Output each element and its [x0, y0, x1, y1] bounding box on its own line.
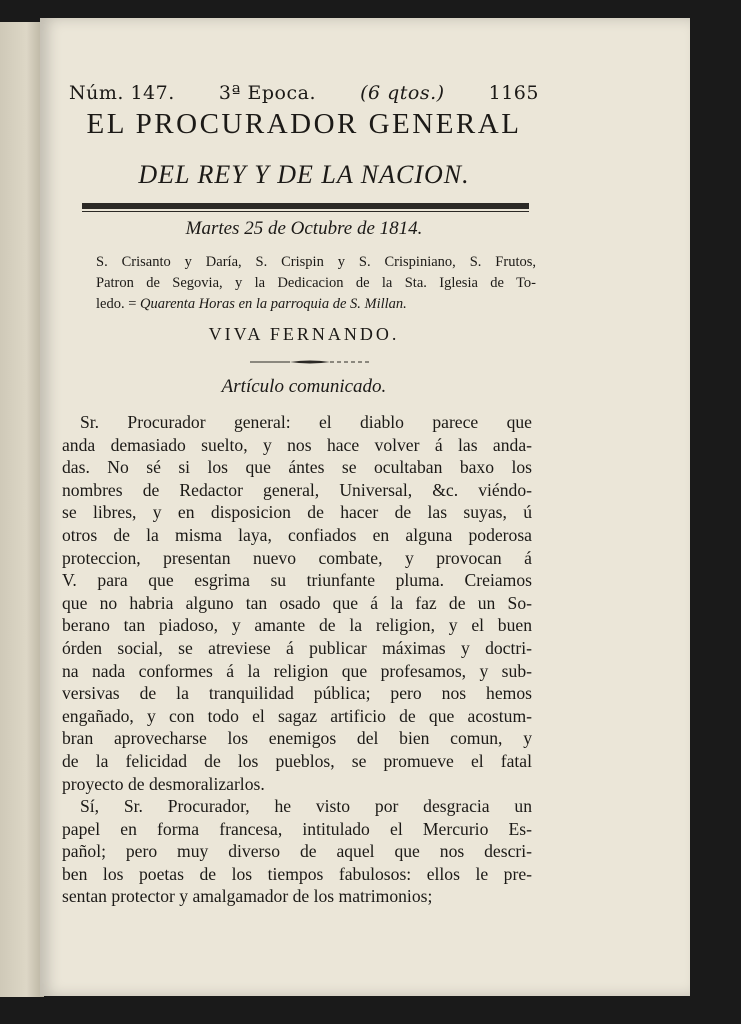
article-line: V. para que esgrima su triunfante pluma. Creiamos: [62, 570, 532, 591]
article-line: pañol; pero muy diverso de aquel que nos descri-: [62, 841, 532, 862]
article-line: proyecto de desmoralizarlos.: [62, 773, 265, 794]
article-line: de la felicidad de los pueblos, se promueve el fatal: [62, 750, 532, 771]
article-line: que no habria alguno tan osado que á la faz de un So-: [62, 592, 532, 613]
masthead-title: EL PROCURADOR GENERAL: [86, 108, 522, 140]
article-line: versivas de la tranquilidad pública; pero nos hemos: [62, 683, 532, 704]
saints-line-2: Patron de Segovia, y la Dedicacion de la Sta. Iglesia de To-: [96, 275, 536, 291]
article-line: anda demasiado suelto, y nos hace volver á las anda-: [62, 434, 532, 455]
forty-hours-note: Quarenta Horas en la parroquia de S. Millan.: [140, 296, 407, 312]
article-line: nombres de Redactor general, Universal, &c. viéndo-: [62, 479, 532, 500]
ornament-divider: [250, 358, 370, 366]
article-line: bran aprovecharse los enemigos del bien comun, y: [62, 728, 532, 749]
newspaper-page: [40, 18, 690, 996]
quartos-label: (6 qtos.): [360, 82, 445, 104]
article-line: na nada conformes á la religion que profesamos, y sub-: [62, 660, 532, 681]
saints-line-1: S. Crisanto y Daría, S. Crispin y S. Crispiniano, S. Frutos,: [96, 254, 536, 270]
facing-page-edge: [0, 22, 44, 997]
masthead-rule-thin: [82, 211, 529, 212]
masthead-subtitle: DEL REY Y DE LA NACION.: [138, 160, 470, 189]
saints-of-the-day: [96, 252, 536, 315]
saints-line-3-start: ledo. =: [96, 296, 141, 312]
issue-header: [69, 82, 539, 104]
article-line: se libres, y en disposicion de hacer de las suyas, ú: [62, 502, 532, 523]
article-line: engañado, y con todo el sagaz artificio de que acostum-: [62, 705, 532, 726]
issue-number: Núm. 147.: [69, 82, 175, 104]
article-line: das. No sé si los que ántes se ocultaban baxo los: [62, 457, 532, 478]
article-line: berano tan piadoso, y amante de la religion, y el buen: [62, 615, 532, 636]
article-line: sentan protector y amalgamador de los matrimonios;: [62, 886, 433, 907]
epoch-label: 3ª Epoca.: [218, 82, 316, 104]
article-line: órden social, se atreviese á publicar máximas y doctri-: [62, 637, 532, 658]
article-line: Sr. Procurador general: el diablo parece que: [80, 412, 532, 432]
article-body: [62, 411, 532, 908]
article-line: ben los poetas de los tiempos fabulosos: ellos le pre-: [62, 863, 532, 884]
article-line: papel en forma francesa, intitulado el Mercurio Es-: [62, 818, 532, 839]
article-line: otros de la misma laya, confiados en alguna poderosa: [62, 524, 532, 545]
page-number: 1165: [488, 82, 539, 104]
masthead-rule: [82, 203, 529, 209]
saints-line-3: [96, 294, 536, 315]
article-line: proteccion, presentan nuevo combate, y provocan á: [62, 547, 532, 568]
section-title: Artículo comunicado.: [221, 376, 387, 397]
article-line: Sí, Sr. Procurador, he visto por desgracia un: [80, 796, 532, 817]
issue-date: Martes 25 de Octubre de 1814.: [185, 218, 423, 239]
viva-fernando: VIVA FERNANDO.: [208, 324, 400, 344]
